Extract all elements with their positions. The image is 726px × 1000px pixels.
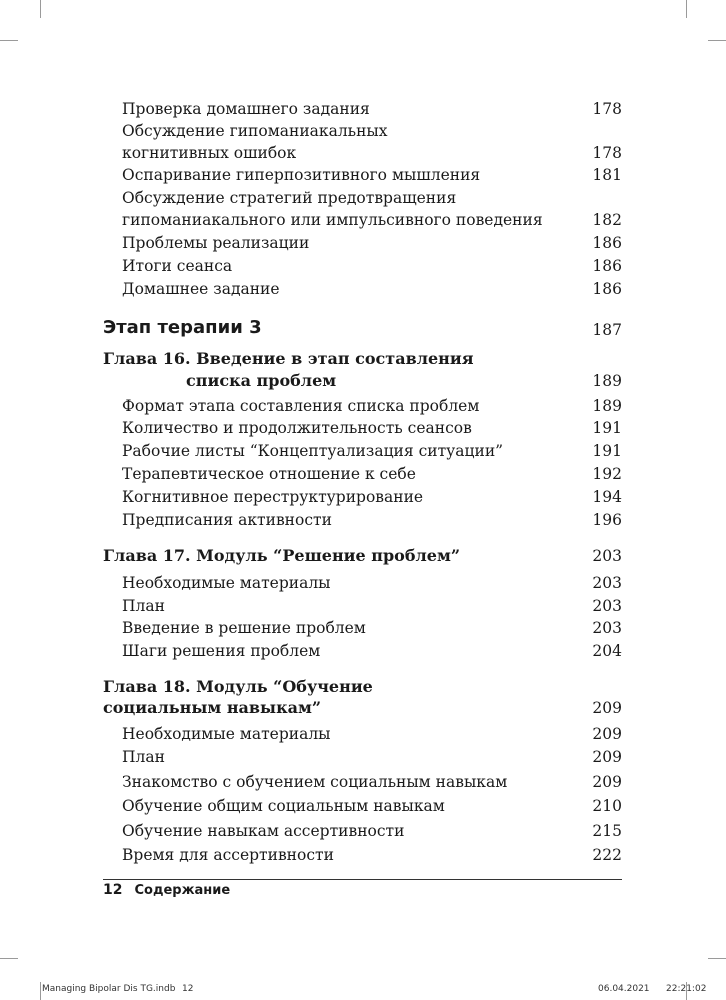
toc-entry: [122, 232, 622, 254]
toc-entry-title: Формат этапа составления списка проблем: [122, 397, 480, 415]
toc-entry: [122, 255, 622, 277]
slug-date: 06.04.2021: [598, 984, 650, 994]
chapter-title: Глава 17. Модуль “Решение проблем”: [103, 546, 461, 565]
toc-entry: [122, 278, 622, 300]
footer-label: Содержание: [134, 883, 231, 898]
crop-mark: [40, 982, 41, 1000]
toc-entry: [122, 395, 622, 417]
toc-entry-title: Количество и продолжительность сеансов: [122, 419, 472, 437]
toc-entry-title: Рабочие листы “Концептуализация ситуации”: [122, 442, 504, 460]
toc-entry-page: 204: [592, 642, 622, 660]
toc-entry-page: 209: [592, 725, 622, 743]
toc-entry: [122, 164, 622, 186]
chapter-title: Глава 18. Модуль “Обучение: [103, 677, 373, 696]
chapter-page: 203: [592, 547, 622, 565]
crop-mark: [686, 0, 687, 18]
toc-entry-title: Когнитивное переструктурирование: [122, 488, 424, 506]
page-footer: [103, 882, 242, 898]
crop-mark: [0, 958, 18, 959]
toc-part-heading: [103, 316, 622, 340]
toc-entry-page: 191: [592, 442, 622, 460]
toc-entry-page: 191: [592, 419, 622, 437]
toc-entry-title: Обучение общим социальным навыкам: [122, 797, 445, 815]
toc-entry-title: Оспаривание гиперпозитивного мышления: [122, 166, 481, 184]
chapter-title-cont: списка проблем: [186, 371, 337, 390]
toc-chapter-heading: [103, 545, 622, 567]
toc-chapter-heading: [103, 370, 622, 392]
toc-entry-page: 178: [592, 144, 622, 162]
toc-entry-title: Обсуждение гипоманиакальных: [122, 122, 388, 140]
slug-filename: Managing Bipolar Dis TG.indb: [42, 984, 176, 994]
toc-entry: [122, 572, 622, 594]
toc-entry: [122, 771, 622, 793]
toc-entry-title: Необходимые материалы: [122, 725, 331, 743]
toc-entry: [122, 746, 622, 768]
toc-entry: [122, 417, 622, 439]
toc-entry-page: 186: [592, 257, 622, 275]
toc-entry-title: Проверка домашнего задания: [122, 100, 370, 118]
toc-entry-title: Обсуждение стратегий предотвращения: [122, 189, 457, 207]
toc-entry-title: Введение в решение проблем: [122, 619, 366, 637]
toc-entry-page: 189: [592, 397, 622, 415]
toc-entry: [122, 795, 622, 817]
toc-entry-title: Терапевтическое отношение к себе: [122, 465, 416, 483]
toc-entry: [122, 209, 622, 231]
part-page: 187: [592, 321, 622, 339]
toc-entry-page: 196: [592, 511, 622, 529]
toc-entry: [122, 844, 622, 866]
slug-page: 12: [182, 984, 194, 994]
toc-entry-page: 178: [592, 100, 622, 118]
toc-entry-title: Предписания активности: [122, 511, 332, 529]
chapter-page: 209: [592, 699, 622, 717]
toc-entry: [122, 463, 622, 485]
chapter-title: Глава 16. Введение в этап составления: [103, 349, 474, 368]
toc-entry-title-cont: гипоманиакального или импульсивного поведения: [122, 211, 543, 229]
toc-entry-page: 203: [592, 597, 622, 615]
toc-entry-title: Время для ассертивности: [122, 846, 334, 864]
toc-entry: [122, 617, 622, 639]
toc-entry-title: Обучение навыкам ассертивности: [122, 822, 405, 840]
toc-entry-page: 209: [592, 748, 622, 766]
toc-entry: [122, 640, 622, 662]
toc-entry-title: План: [122, 597, 165, 615]
toc-entry: [122, 440, 622, 462]
footer-rule: [103, 879, 622, 880]
toc-entry-page: 210: [592, 797, 622, 815]
toc-entry-page: 203: [592, 619, 622, 637]
crop-mark: [40, 0, 41, 18]
toc-entry: [122, 595, 622, 617]
toc-entry-title: План: [122, 748, 165, 766]
part-title: Этап терапии 3: [103, 317, 262, 338]
toc-entry-title-cont: когнитивных ошибок: [122, 144, 297, 162]
toc-entry-page: 203: [592, 574, 622, 592]
slug-time: 22:21:02: [666, 984, 707, 994]
footer-page-number: 12: [103, 882, 123, 898]
toc-entry-title: Итоги сеанса: [122, 257, 233, 275]
toc-entry-page: 181: [592, 166, 622, 184]
toc-entry-page: 215: [592, 822, 622, 840]
toc-entry-page: 186: [592, 280, 622, 298]
toc-entry-page: 182: [592, 211, 622, 229]
crop-mark: [0, 40, 18, 41]
toc-entry-page: 192: [592, 465, 622, 483]
toc-entry-page: 194: [592, 488, 622, 506]
toc-entry-title: Необходимые материалы: [122, 574, 331, 592]
toc-entry-title: Проблемы реализации: [122, 234, 310, 252]
toc-entry-title: Знакомство с обучением социальным навыкам: [122, 773, 508, 791]
toc-entry-title: Домашнее задание: [122, 280, 280, 298]
toc-entry: [122, 486, 622, 508]
toc-entry: [122, 98, 622, 120]
toc-chapter-heading: [103, 697, 622, 719]
toc-entry-page: 186: [592, 234, 622, 252]
toc-entry: [122, 820, 622, 842]
toc-entry-title: Шаги решения проблем: [122, 642, 321, 660]
toc-entry-page: 209: [592, 773, 622, 791]
toc-entry: [122, 509, 622, 531]
toc-entry: [122, 723, 622, 745]
toc-entry: [122, 142, 622, 164]
crop-mark: [708, 40, 726, 41]
toc-entry-page: 222: [592, 846, 622, 864]
chapter-title-cont: социальным навыкам”: [103, 698, 322, 717]
crop-mark: [708, 958, 726, 959]
chapter-page: 189: [592, 372, 622, 390]
